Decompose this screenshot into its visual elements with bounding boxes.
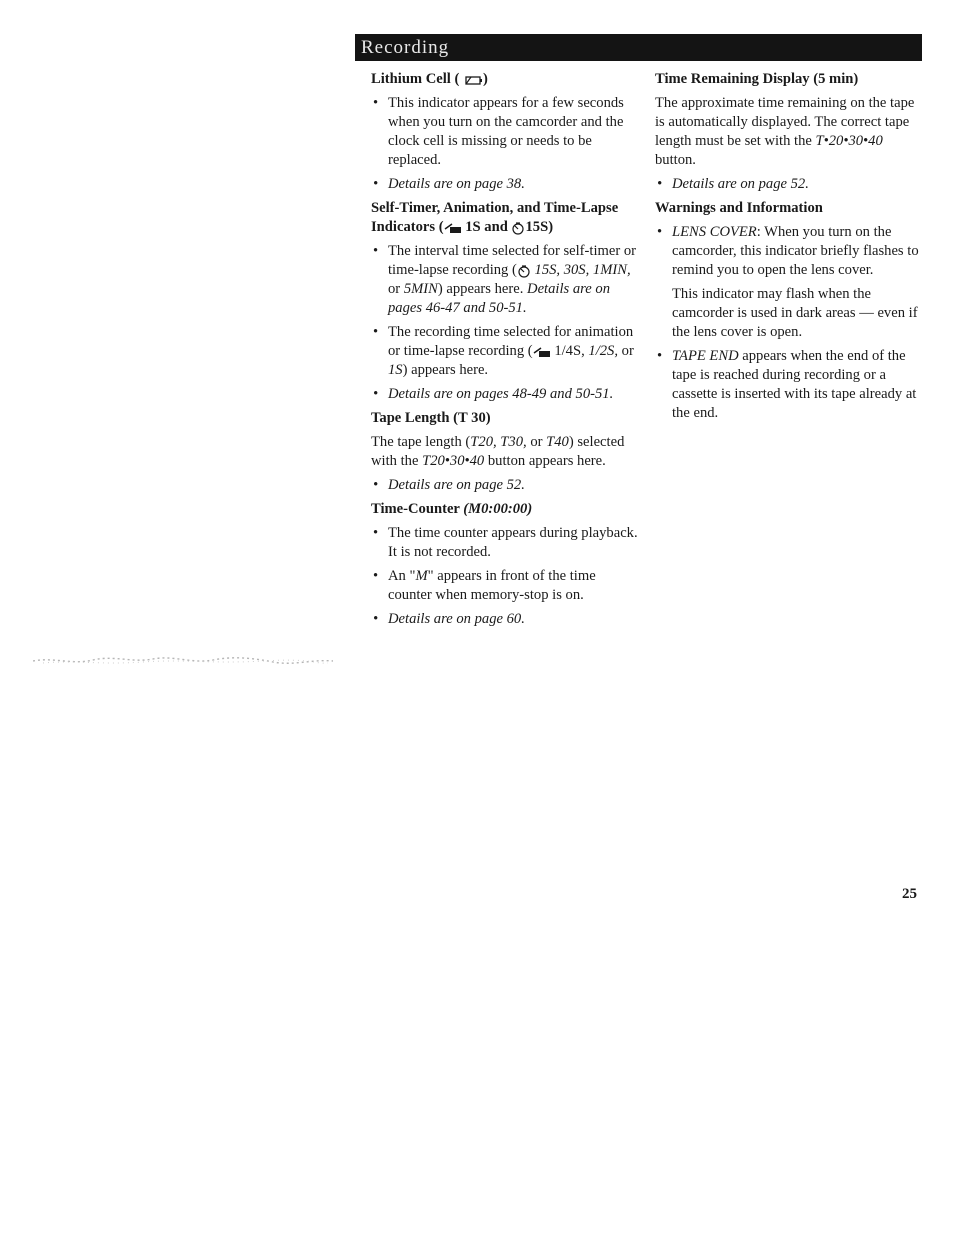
section-header-bar [355, 34, 922, 61]
details-reference: • Details are on page 52. [371, 476, 643, 495]
b1-or: or [388, 281, 401, 297]
tl-or: or [530, 434, 543, 450]
tr-text-c: button. [655, 152, 696, 168]
tl-values: T20, T30, [470, 434, 527, 450]
page-number: 25 [902, 886, 917, 902]
tc-bullet-text: The time counter appears during playback. It is not recorded. [388, 525, 638, 560]
lithium-list [371, 94, 643, 194]
tl-text-e: ) selected with the [371, 434, 625, 469]
details-reference: • Details are on page 38. [371, 175, 643, 194]
warnings-list [655, 223, 927, 423]
details-reference: Details are on pages 46-47 and 50-51. [388, 281, 610, 316]
animation-icon [533, 347, 551, 357]
tc-b2-a: An " [388, 568, 416, 584]
tr-text-a: The approximate time remaining on the tape is automatically displayed. The correct tape length must be set with the [655, 95, 915, 149]
tape-length-paragraph [371, 433, 643, 471]
time-remaining-heading: Time Remaining Display (5 min) [655, 71, 859, 87]
tl-t40: T40 [546, 434, 569, 450]
tc-b2-m: M [415, 568, 428, 584]
animation-icon [444, 223, 462, 233]
list-item [655, 223, 927, 342]
battery-icon [463, 74, 483, 86]
list-item [371, 242, 643, 318]
b2-value-half: 1/2S, [588, 343, 618, 359]
scan-artifact [33, 655, 333, 667]
lens-cover-text: : When you turn on the camcorder, this indicator briefly flashes to remind you to open the lens cover. [672, 224, 919, 278]
time-counter-section [371, 500, 643, 629]
list-item [371, 323, 643, 380]
time-counter-heading [371, 500, 643, 519]
lens-cover-note: This indicator may flash when the camcorder is used in dark areas — even if the lens cover is open. [672, 286, 918, 340]
self-timer-heading [371, 199, 643, 237]
details-reference: • Details are on page 52. [655, 175, 927, 194]
lens-cover-term: LENS COVER [672, 224, 757, 240]
tc-heading-text: Time-Counter [371, 501, 460, 517]
tl-button-name: T20•30•40 [422, 453, 485, 469]
warnings-section [655, 199, 927, 423]
tc-b2-c: " appears in front of the time counter when memory-stop is on. [388, 568, 596, 603]
tape-end-text: appears when the end of the tape is reached during recording or a cassette is inserted with its tape already at the end. [672, 348, 917, 421]
section-title: Recording [361, 37, 450, 58]
details-reference: • Details are on page 60. [371, 610, 643, 629]
heading-15s: 15S) [525, 219, 554, 235]
tape-end-term: TAPE END [672, 348, 739, 364]
self-timer-section [371, 199, 643, 404]
time-remaining-list [655, 175, 927, 194]
list-item [371, 567, 643, 605]
self-timer-icon [511, 221, 525, 235]
lithium-cell-heading [371, 70, 643, 89]
lithium-heading-close: ) [483, 71, 488, 87]
b1-5min: 5MIN [403, 281, 438, 297]
tr-button-name: T•20•30•40 [815, 133, 883, 149]
self-timer-list [371, 242, 643, 404]
list-item [371, 524, 643, 562]
b1-text: The interval time selected for self-timer or time-lapse recording ( [388, 243, 636, 278]
right-column [655, 70, 927, 428]
time-remaining-section [655, 70, 927, 194]
self-timer-heading-text: Self-Timer, Animation, and Time-Lapse Indicators ( [371, 200, 619, 235]
tape-length-heading: Tape Length (T 30) [371, 410, 491, 426]
lithium-heading-text: Lithium Cell ( [371, 71, 460, 87]
b2-text: The recording time selected for animation or time-lapse recording ( [388, 324, 634, 359]
b2-value-1s: 1S [388, 362, 403, 378]
b1-tail: ) appears here. [437, 281, 524, 297]
tc-heading-value: (M0:00:00) [463, 501, 533, 517]
heading-1s: 1S and [465, 219, 508, 235]
tl-text-a: The tape length ( [371, 434, 471, 450]
b1-values: 15S, 30S, 1MIN, [534, 262, 631, 278]
warnings-heading: Warnings and Information [655, 200, 823, 216]
time-counter-list [371, 524, 643, 629]
tape-length-list [371, 476, 643, 495]
tl-text-g: button appears here. [487, 453, 606, 469]
tape-length-section [371, 409, 643, 495]
b2-tail: ) appears here. [402, 362, 489, 378]
list-item [655, 347, 927, 423]
lithium-bullet-text: This indicator appears for a few seconds when you turn on the camcorder and the clock cell is missing or needs to be replaced. [388, 95, 624, 168]
list-item [371, 94, 643, 170]
details-reference: • Details are on pages 48-49 and 50-51. [371, 385, 643, 404]
self-timer-icon [517, 264, 531, 278]
time-remaining-paragraph [655, 94, 927, 170]
b2-value-quarter: 1/4S, [554, 343, 585, 359]
left-column [371, 70, 643, 634]
lithium-cell-section [371, 70, 643, 194]
b2-or: or [621, 343, 634, 359]
